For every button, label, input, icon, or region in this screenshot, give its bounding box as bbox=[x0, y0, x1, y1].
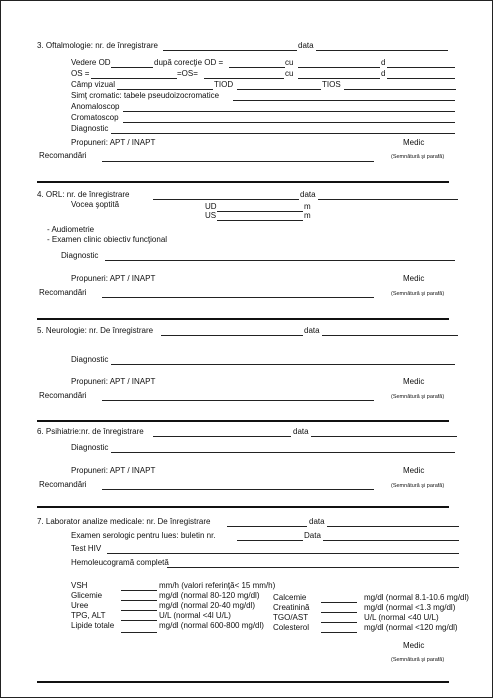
s3-simt-cromatic-field[interactable] bbox=[233, 100, 455, 101]
s3-vedere-od-field[interactable] bbox=[111, 67, 153, 68]
s3-data-label: data bbox=[298, 41, 314, 50]
s3-simt-cromatic-label: Simţ cromatic: tabele pseudoizocromatice bbox=[71, 91, 220, 100]
s4-us-m: m bbox=[304, 211, 311, 220]
s7-medic-label: Medic bbox=[403, 641, 425, 650]
s6-semnatura: (Semnătură şi parafă) bbox=[391, 483, 445, 489]
s4-recomandari-field[interactable] bbox=[102, 297, 374, 298]
s7-tpg-unit: U/L (normal <4l U/L) bbox=[159, 611, 231, 620]
s3-d-label: d bbox=[381, 58, 386, 67]
s6-registration-field[interactable] bbox=[153, 436, 291, 437]
s4-us-field[interactable] bbox=[217, 220, 303, 221]
section-divider bbox=[37, 318, 449, 320]
s7-uree-unit: mg/dl (normal 20-40 mg/dl) bbox=[159, 601, 256, 610]
s7-colesterol-field[interactable] bbox=[321, 632, 357, 633]
s4-diagnostic-field[interactable] bbox=[105, 260, 455, 261]
s7-creatinina-unit: mg/dl (normal <1.3 mg/dl) bbox=[364, 603, 456, 612]
s7-lipide-field[interactable] bbox=[121, 632, 157, 633]
s7-semnatura: (Semnătură şi parafă) bbox=[391, 657, 445, 663]
s4-registration-field[interactable] bbox=[153, 199, 299, 200]
s7-hemoleucograma-label: Hemoleucogramă completă bbox=[71, 558, 169, 567]
s3-anomaloscop-label: Anomaloscop bbox=[71, 102, 120, 111]
s4-propuneri: Propuneri: APT / INAPT bbox=[71, 274, 156, 283]
s3-recomandari-label: Recomandări bbox=[39, 151, 87, 160]
s7-date-field[interactable] bbox=[327, 526, 459, 527]
s3-d-od-field[interactable] bbox=[387, 67, 455, 68]
s3-cu-label: cu bbox=[285, 58, 294, 67]
s4-diagnostic-label: Diagnostic bbox=[61, 251, 99, 260]
s3-dupa-corectie-label: după corecţie OD = bbox=[154, 58, 224, 67]
s5-registration-field[interactable] bbox=[161, 335, 303, 336]
s6-diagnostic-field[interactable] bbox=[111, 452, 455, 453]
s5-semnatura: (Semnătură şi parafă) bbox=[391, 394, 445, 400]
s7-tpg-label: TPG, ALT bbox=[71, 611, 106, 620]
s5-diagnostic-field[interactable] bbox=[111, 364, 455, 365]
s3-anomaloscop-field[interactable] bbox=[123, 111, 455, 112]
s4-semnatura: (Semnătură şi parafă) bbox=[391, 291, 445, 297]
s7-uree-field[interactable] bbox=[121, 610, 157, 611]
section-divider bbox=[37, 181, 449, 183]
s3-corectie-od-field[interactable] bbox=[229, 67, 285, 68]
s5-diagnostic-label: Diagnostic bbox=[71, 355, 109, 364]
s5-data-label: data bbox=[304, 326, 320, 335]
s3-cu-od-field[interactable] bbox=[298, 67, 380, 68]
s7-data2-field[interactable] bbox=[323, 540, 459, 541]
s7-glicemie-unit: mg/dl (normal 80-120 mg/dl) bbox=[159, 591, 260, 600]
s7-vsh-unit: mm/h (valori referinţă< 15 mm/h) bbox=[159, 581, 276, 590]
s4-data-label: data bbox=[300, 190, 316, 199]
s3-tiod-field[interactable] bbox=[237, 89, 321, 90]
s7-creatinina-field[interactable] bbox=[321, 612, 357, 613]
s7-calcemie-unit: mg/dl (normal 8.1-10.6 mg/dl) bbox=[364, 593, 469, 602]
s3-cu-os-label: cu bbox=[285, 69, 294, 78]
s4-ud-m: m bbox=[304, 202, 311, 211]
s7-creatinina-label: Creatinină bbox=[273, 603, 310, 612]
s3-propuneri: Propuneri: APT / INAPT bbox=[71, 138, 156, 147]
s7-hemoleucograma-field[interactable] bbox=[167, 567, 459, 568]
s3-recomandari-field[interactable] bbox=[102, 161, 374, 162]
section-divider bbox=[37, 420, 449, 422]
s3-diagnostic-field[interactable] bbox=[111, 133, 455, 134]
s5-recomandari-field[interactable] bbox=[102, 400, 374, 401]
s3-medic-label: Medic bbox=[403, 138, 425, 147]
s4-us-label: US bbox=[205, 211, 217, 220]
s7-lipide-label: Lipide totale bbox=[71, 621, 115, 630]
s4-audiometrie: - Audiometrie bbox=[47, 225, 95, 234]
s4-title: 4. ORL: nr. de înregistrare bbox=[37, 190, 130, 199]
s7-tgo-label: TGO/AST bbox=[273, 613, 309, 622]
s7-lipide-unit: mg/dl (normal 600-800 mg/dl) bbox=[159, 621, 264, 630]
s7-colesterol-label: Colesterol bbox=[273, 623, 310, 632]
s7-buletin-field[interactable] bbox=[237, 540, 303, 541]
s6-medic-label: Medic bbox=[403, 466, 425, 475]
s3-tiod-label: TIOD bbox=[214, 80, 234, 89]
s7-calcemie-field[interactable] bbox=[321, 602, 357, 603]
s6-recomandari-label: Recomandări bbox=[39, 480, 87, 489]
s7-vsh-label: VSH bbox=[71, 581, 88, 590]
s3-semnatura: (Semnătură şi parafă) bbox=[391, 154, 445, 160]
s3-camp-vizual-label: Câmp vizual bbox=[71, 80, 116, 89]
s3-tios-label: TIOS bbox=[322, 80, 341, 89]
s6-recomandari-field[interactable] bbox=[102, 489, 374, 490]
s7-data-label: data bbox=[309, 517, 325, 526]
s7-examen-serologic-label: Examen serologic pentru lues: buletin nr. bbox=[71, 531, 216, 540]
s3-date-field[interactable] bbox=[316, 50, 448, 51]
s4-ud-label: UD bbox=[205, 202, 217, 211]
s7-title: 7. Laborator analize medicale: nr. De înregistrare bbox=[37, 517, 211, 526]
s7-tpg-field[interactable] bbox=[121, 620, 157, 621]
s5-propuneri: Propuneri: APT / INAPT bbox=[71, 377, 156, 386]
s5-medic-label: Medic bbox=[403, 377, 425, 386]
s5-date-field[interactable] bbox=[322, 335, 458, 336]
s3-cromatoscop-field[interactable] bbox=[123, 122, 455, 123]
s4-vocea-label: Vocea şoptită bbox=[71, 200, 120, 209]
s4-recomandari-label: Recomandări bbox=[39, 288, 87, 297]
s3-cromatoscop-label: Cromatoscop bbox=[71, 113, 119, 122]
s6-data-label: data bbox=[293, 427, 309, 436]
s7-registration-field[interactable] bbox=[227, 526, 307, 527]
s3-vedere-od-label: Vedere OD bbox=[71, 58, 111, 67]
s6-date-field[interactable] bbox=[311, 436, 457, 437]
s7-glicemie-label: Glicemie bbox=[71, 591, 103, 600]
s7-data2-label: Data bbox=[304, 531, 321, 540]
s4-examen-clinic: - Examen clinic obiectiv funcţional bbox=[47, 235, 168, 244]
s7-tgo-field[interactable] bbox=[321, 622, 357, 623]
s4-date-field[interactable] bbox=[318, 199, 458, 200]
s3-registration-field[interactable] bbox=[163, 50, 297, 51]
s5-recomandari-label: Recomandări bbox=[39, 391, 87, 400]
s7-test-hiv-label: Test HIV bbox=[71, 544, 102, 553]
s6-diagnostic-label: Diagnostic bbox=[71, 443, 109, 452]
s3-os-label: OS = bbox=[71, 69, 90, 78]
s6-propuneri: Propuneri: APT / INAPT bbox=[71, 466, 156, 475]
s3-diagnostic-label: Diagnostic bbox=[71, 124, 109, 133]
s4-medic-label: Medic bbox=[403, 274, 425, 283]
s3-title: 3. Oftalmologie: nr. de înregistrare bbox=[37, 41, 158, 50]
s3-cu-os-field[interactable] bbox=[298, 78, 380, 79]
s7-test-hiv-field[interactable] bbox=[107, 553, 459, 554]
s3-corectie-os-field[interactable] bbox=[204, 78, 284, 79]
s3-tios-field[interactable] bbox=[344, 89, 456, 90]
s3-os-field[interactable] bbox=[91, 78, 177, 79]
s4-ud-field[interactable] bbox=[217, 211, 303, 212]
s7-glicemie-field[interactable] bbox=[121, 600, 157, 601]
s3-os2-label: =OS= bbox=[177, 69, 198, 78]
section-divider bbox=[37, 506, 449, 508]
s6-title: 6. Psihiatrie:nr. de înregistrare bbox=[37, 427, 144, 436]
s7-uree-label: Uree bbox=[71, 601, 89, 610]
s5-title: 5. Neurologie: nr. De înregistrare bbox=[37, 326, 154, 335]
s3-camp-vizual-field[interactable] bbox=[117, 89, 213, 90]
s7-calcemie-label: Calcemie bbox=[273, 593, 307, 602]
s7-colesterol-unit: mg/dl (normal <120 mg/dl) bbox=[364, 623, 458, 632]
s3-d-os-label: d bbox=[381, 69, 386, 78]
s7-tgo-unit: U/L (normal <40 U/L) bbox=[364, 613, 439, 622]
section-divider bbox=[37, 681, 449, 683]
s7-vsh-field[interactable] bbox=[121, 590, 157, 591]
s3-d-os-field[interactable] bbox=[387, 78, 455, 79]
